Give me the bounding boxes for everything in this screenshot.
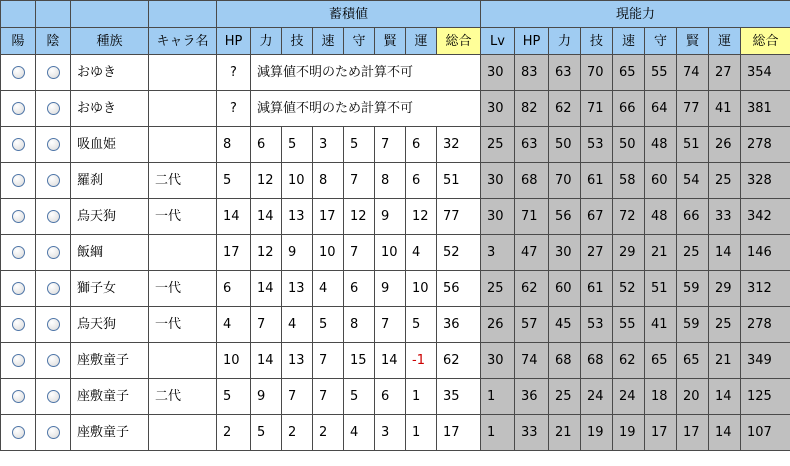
acc-value-cell: 12 (251, 235, 282, 271)
yin-radio-circle-icon[interactable] (47, 66, 60, 79)
character-name-cell (149, 55, 217, 91)
yin-radio-circle-icon[interactable] (47, 426, 60, 439)
table-row (1, 199, 790, 235)
cur-value-cell: 62 (549, 91, 581, 127)
acc-value-cell: 14 (251, 343, 282, 379)
cur-value-cell: 14 (709, 235, 741, 271)
cur-value-cell: 33 (709, 199, 741, 235)
acc-value-cell: 8 (313, 163, 344, 199)
character-name-cell (149, 127, 217, 163)
col-header-0: 陽 (1, 28, 36, 55)
acc-value-cell: 6 (217, 271, 251, 307)
cur-value-cell: 82 (515, 91, 549, 127)
acc-value-cell: 7 (313, 343, 344, 379)
character-name-cell (149, 415, 217, 451)
acc-value-cell: 8 (217, 127, 251, 163)
acc-value-cell: 6 (406, 127, 437, 163)
cur-value-cell: 146 (741, 235, 790, 271)
acc-value-cell: 5 (406, 307, 437, 343)
character-name-cell: 二代 (149, 163, 217, 199)
cur-value-cell: 59 (677, 271, 709, 307)
cur-value-cell: 21 (645, 235, 677, 271)
acc-value-cell: 5 (217, 163, 251, 199)
yang-radio-circle-icon[interactable] (12, 102, 25, 115)
yang-radio-circle-icon[interactable] (12, 354, 25, 367)
header-spacer (71, 1, 149, 28)
cur-value-cell: 48 (645, 127, 677, 163)
yang-radio-circle-icon[interactable] (12, 246, 25, 259)
yin-radio-circle-icon[interactable] (47, 354, 60, 367)
yang-radio-circle-icon[interactable] (12, 282, 25, 295)
yin-radio-circle-icon[interactable] (47, 138, 60, 151)
acc-value-cell: 14 (251, 199, 282, 235)
cur-value-cell: 74 (677, 55, 709, 91)
cur-value-cell: 68 (549, 343, 581, 379)
cur-value-cell: 30 (481, 199, 515, 235)
acc-value-cell: 17 (313, 199, 344, 235)
acc-value-cell: 17 (217, 235, 251, 271)
acc-value-cell: 9 (375, 271, 406, 307)
cur-value-cell: 48 (645, 199, 677, 235)
cur-value-cell: 33 (515, 415, 549, 451)
cur-value-cell: 27 (581, 235, 613, 271)
yin-select-cell[interactable] (36, 91, 71, 127)
yin-radio-circle-icon[interactable] (47, 246, 60, 259)
race-cell: おゆき (71, 91, 149, 127)
acc-value-cell: 4 (217, 307, 251, 343)
cur-value-cell: 328 (741, 163, 790, 199)
yin-radio-circle-icon[interactable] (47, 210, 60, 223)
col-header-2: 種族 (71, 28, 149, 55)
acc-value-cell: 77 (437, 199, 481, 235)
column-header-row (1, 28, 790, 55)
acc-value-cell: 3 (375, 415, 406, 451)
acc-value-cell: 2 (282, 415, 313, 451)
character-name-cell: 一代 (149, 307, 217, 343)
cur-value-cell: 70 (581, 55, 613, 91)
yang-select-cell[interactable] (1, 199, 36, 235)
character-name-cell: 二代 (149, 379, 217, 415)
table-row (1, 91, 790, 127)
col-header-18: 賢 (677, 28, 709, 55)
cur-value-cell: 47 (515, 235, 549, 271)
cur-value-cell: 77 (677, 91, 709, 127)
table-row (1, 343, 790, 379)
col-header-5: 力 (251, 28, 282, 55)
col-header-6: 技 (282, 28, 313, 55)
col-header-11: 総合 (437, 28, 481, 55)
cur-value-cell: 25 (549, 379, 581, 415)
yin-select-cell[interactable] (36, 199, 71, 235)
cur-value-cell: 62 (515, 271, 549, 307)
cur-value-cell: 54 (677, 163, 709, 199)
yang-select-cell[interactable] (1, 127, 36, 163)
cur-value-cell: 63 (515, 127, 549, 163)
acc-value-cell: 4 (406, 235, 437, 271)
col-header-8: 守 (344, 28, 375, 55)
character-name-cell: 一代 (149, 199, 217, 235)
cur-value-cell: 24 (581, 379, 613, 415)
cur-value-cell: 57 (515, 307, 549, 343)
table-row (1, 271, 790, 307)
cur-value-cell: 67 (581, 199, 613, 235)
cur-value-cell: 29 (709, 271, 741, 307)
acc-value-cell: 1 (406, 379, 437, 415)
acc-value-cell: 2 (217, 415, 251, 451)
cur-value-cell: 17 (645, 415, 677, 451)
yin-select-cell[interactable] (36, 127, 71, 163)
col-header-14: 力 (549, 28, 581, 55)
cur-value-cell: 61 (581, 271, 613, 307)
cur-value-cell: 30 (481, 163, 515, 199)
acc-value-cell: 8 (375, 163, 406, 199)
acc-value-cell: 6 (251, 127, 282, 163)
header-spacer (149, 1, 217, 28)
yin-select-cell[interactable] (36, 271, 71, 307)
col-header-1: 陰 (36, 28, 71, 55)
table-row (1, 235, 790, 271)
acc-value-cell: 7 (375, 127, 406, 163)
cur-value-cell: 66 (677, 199, 709, 235)
acc-value-cell: 7 (282, 379, 313, 415)
yin-select-cell[interactable] (36, 415, 71, 451)
cur-value-cell: 66 (613, 91, 645, 127)
acc-value-cell: 4 (282, 307, 313, 343)
yin-select-cell[interactable] (36, 307, 71, 343)
acc-value-cell: 12 (344, 199, 375, 235)
yang-radio-circle-icon[interactable] (12, 318, 25, 331)
yang-select-cell[interactable] (1, 55, 36, 91)
col-header-9: 賢 (375, 28, 406, 55)
cur-value-cell: 17 (677, 415, 709, 451)
acc-value-cell: 62 (437, 343, 481, 379)
cur-value-cell: 50 (613, 127, 645, 163)
cur-value-cell: 65 (613, 55, 645, 91)
col-header-7: 速 (313, 28, 344, 55)
cur-value-cell: 59 (677, 307, 709, 343)
table-row (1, 55, 790, 91)
cur-value-cell: 63 (549, 55, 581, 91)
yang-radio-circle-icon[interactable] (12, 426, 25, 439)
acc-value-cell: 12 (251, 163, 282, 199)
acc-value-cell: 7 (313, 379, 344, 415)
col-header-17: 守 (645, 28, 677, 55)
race-cell: 飯綱 (71, 235, 149, 271)
table-row (1, 379, 790, 415)
table-row (1, 415, 790, 451)
acc-value-cell: 9 (251, 379, 282, 415)
cur-value-cell: 64 (645, 91, 677, 127)
header-spacer (36, 1, 71, 28)
yin-radio-circle-icon[interactable] (47, 102, 60, 115)
cur-value-cell: 349 (741, 343, 790, 379)
cur-value-cell: 25 (709, 307, 741, 343)
acc-value-cell: 6 (406, 163, 437, 199)
character-name-cell (149, 235, 217, 271)
cur-value-cell: 21 (709, 343, 741, 379)
race-cell: 獅子女 (71, 271, 149, 307)
cur-value-cell: 53 (581, 127, 613, 163)
cur-value-cell: 61 (581, 163, 613, 199)
acc-value-cell: 10 (375, 235, 406, 271)
acc-value-cell: 13 (282, 271, 313, 307)
cur-value-cell: 70 (549, 163, 581, 199)
acc-value-cell: 5 (282, 127, 313, 163)
cur-value-cell: 41 (645, 307, 677, 343)
cur-value-cell: 65 (645, 343, 677, 379)
cur-value-cell: 1 (481, 379, 515, 415)
cur-value-cell: 26 (481, 307, 515, 343)
cur-value-cell: 25 (677, 235, 709, 271)
race-cell: 羅刹 (71, 163, 149, 199)
acc-value-cell: 9 (375, 199, 406, 235)
cur-value-cell: 65 (677, 343, 709, 379)
cur-value-cell: 342 (741, 199, 790, 235)
cur-value-cell: 62 (613, 343, 645, 379)
acc-value-cell: 56 (437, 271, 481, 307)
yang-select-cell[interactable] (1, 163, 36, 199)
cur-value-cell: 1 (481, 415, 515, 451)
uncomputable-note-cell: 減算値不明のため計算不可 (251, 55, 481, 91)
acc-value-cell: 13 (282, 199, 313, 235)
acc-value-cell: 5 (313, 307, 344, 343)
acc-value-cell: 5 (251, 415, 282, 451)
character-name-cell (149, 343, 217, 379)
cur-value-cell: 14 (709, 415, 741, 451)
cur-value-cell: 71 (515, 199, 549, 235)
race-cell: 座敷童子 (71, 379, 149, 415)
yang-select-cell[interactable] (1, 379, 36, 415)
acc-value-cell: 4 (344, 415, 375, 451)
acc-value-cell: 51 (437, 163, 481, 199)
acc-value-cell: 3 (313, 127, 344, 163)
yang-select-cell[interactable] (1, 415, 36, 451)
cur-value-cell: 51 (645, 271, 677, 307)
cur-value-cell: 30 (481, 55, 515, 91)
col-header-20: 総合 (741, 28, 790, 55)
cur-value-cell: 19 (581, 415, 613, 451)
cur-value-cell: 18 (645, 379, 677, 415)
cur-value-cell: 30 (481, 91, 515, 127)
cur-value-cell: 53 (581, 307, 613, 343)
acc-value-cell: 7 (344, 163, 375, 199)
yang-select-cell[interactable] (1, 91, 36, 127)
cur-value-cell: 21 (549, 415, 581, 451)
acc-value-cell: 12 (406, 199, 437, 235)
acc-value-cell: 36 (437, 307, 481, 343)
col-header-12: Lv (481, 28, 515, 55)
acc-value-cell: 7 (344, 235, 375, 271)
character-name-cell (149, 91, 217, 127)
cur-value-cell: 45 (549, 307, 581, 343)
col-header-15: 技 (581, 28, 613, 55)
acc-value-cell: 52 (437, 235, 481, 271)
uncomputable-note-cell: 減算値不明のため計算不可 (251, 91, 481, 127)
acc-value-cell: -1 (406, 343, 437, 379)
cur-value-cell: 58 (613, 163, 645, 199)
cur-value-cell: 107 (741, 415, 790, 451)
acc-value-cell: 1 (406, 415, 437, 451)
yin-radio-circle-icon[interactable] (47, 318, 60, 331)
acc-value-cell: 35 (437, 379, 481, 415)
acc-value-cell: 32 (437, 127, 481, 163)
yin-select-cell[interactable] (36, 343, 71, 379)
acc-value-cell: 14 (251, 271, 282, 307)
cur-value-cell: 36 (515, 379, 549, 415)
cur-value-cell: 29 (613, 235, 645, 271)
acc-value-cell: 14 (217, 199, 251, 235)
acc-value-cell: 7 (251, 307, 282, 343)
col-header-16: 速 (613, 28, 645, 55)
acc-value-cell: 7 (375, 307, 406, 343)
yin-select-cell[interactable] (36, 235, 71, 271)
cur-value-cell: 3 (481, 235, 515, 271)
yin-radio-circle-icon[interactable] (47, 390, 60, 403)
acc-value-cell: 10 (282, 163, 313, 199)
yin-select-cell[interactable] (36, 55, 71, 91)
yang-select-cell[interactable] (1, 235, 36, 271)
acc-value-cell: 17 (437, 415, 481, 451)
cur-value-cell: 24 (613, 379, 645, 415)
cur-value-cell: 25 (481, 271, 515, 307)
acc-value-cell: 5 (344, 379, 375, 415)
cur-value-cell: 68 (581, 343, 613, 379)
cur-value-cell: 55 (645, 55, 677, 91)
yin-radio-circle-icon[interactable] (47, 282, 60, 295)
acc-value-cell: 9 (282, 235, 313, 271)
cur-value-cell: 14 (709, 379, 741, 415)
yin-select-cell[interactable] (36, 163, 71, 199)
cur-value-cell: 19 (613, 415, 645, 451)
group-header-current: 現能力 (481, 1, 790, 28)
acc-value-cell: 10 (217, 343, 251, 379)
acc-hp-unknown-cell: ? (217, 91, 251, 127)
yang-select-cell[interactable] (1, 343, 36, 379)
acc-value-cell: 5 (344, 127, 375, 163)
header-spacer (1, 1, 36, 28)
cur-value-cell: 381 (741, 91, 790, 127)
cur-value-cell: 83 (515, 55, 549, 91)
acc-hp-unknown-cell: ? (217, 55, 251, 91)
group-header-row (1, 1, 790, 28)
table-row (1, 127, 790, 163)
cur-value-cell: 26 (709, 127, 741, 163)
yang-radio-circle-icon[interactable] (12, 210, 25, 223)
cur-value-cell: 74 (515, 343, 549, 379)
cur-value-cell: 30 (549, 235, 581, 271)
cur-value-cell: 25 (709, 163, 741, 199)
yang-radio-circle-icon[interactable] (12, 390, 25, 403)
acc-value-cell: 14 (375, 343, 406, 379)
race-cell: 烏天狗 (71, 307, 149, 343)
cur-value-cell: 55 (613, 307, 645, 343)
cur-value-cell: 27 (709, 55, 741, 91)
table-row (1, 307, 790, 343)
cur-value-cell: 312 (741, 271, 790, 307)
yin-radio-circle-icon[interactable] (47, 174, 60, 187)
cur-value-cell: 50 (549, 127, 581, 163)
race-cell: 座敷童子 (71, 415, 149, 451)
acc-value-cell: 15 (344, 343, 375, 379)
character-name-cell: 一代 (149, 271, 217, 307)
cur-value-cell: 30 (481, 343, 515, 379)
col-header-10: 運 (406, 28, 437, 55)
acc-value-cell: 5 (217, 379, 251, 415)
cur-value-cell: 354 (741, 55, 790, 91)
cur-value-cell: 278 (741, 127, 790, 163)
cur-value-cell: 125 (741, 379, 790, 415)
race-cell: 吸血姫 (71, 127, 149, 163)
race-cell: 烏天狗 (71, 199, 149, 235)
acc-value-cell: 6 (344, 271, 375, 307)
acc-value-cell: 6 (375, 379, 406, 415)
cur-value-cell: 278 (741, 307, 790, 343)
acc-value-cell: 4 (313, 271, 344, 307)
cur-value-cell: 60 (645, 163, 677, 199)
race-cell: おゆき (71, 55, 149, 91)
cur-value-cell: 20 (677, 379, 709, 415)
acc-value-cell: 13 (282, 343, 313, 379)
table-row (1, 163, 790, 199)
cur-value-cell: 25 (481, 127, 515, 163)
acc-value-cell: 10 (313, 235, 344, 271)
cur-value-cell: 56 (549, 199, 581, 235)
cur-value-cell: 71 (581, 91, 613, 127)
col-header-19: 運 (709, 28, 741, 55)
cur-value-cell: 41 (709, 91, 741, 127)
yang-radio-circle-icon[interactable] (12, 138, 25, 151)
cur-value-cell: 72 (613, 199, 645, 235)
cur-value-cell: 51 (677, 127, 709, 163)
yin-select-cell[interactable] (36, 379, 71, 415)
acc-value-cell: 2 (313, 415, 344, 451)
col-header-13: HP (515, 28, 549, 55)
group-header-accumulated: 蓄積値 (217, 1, 481, 28)
yang-radio-circle-icon[interactable] (12, 66, 25, 79)
yang-radio-circle-icon[interactable] (12, 174, 25, 187)
col-header-4: HP (217, 28, 251, 55)
cur-value-cell: 68 (515, 163, 549, 199)
col-header-3: キャラ名 (149, 28, 217, 55)
acc-value-cell: 8 (344, 307, 375, 343)
cur-value-cell: 52 (613, 271, 645, 307)
race-cell: 座敷童子 (71, 343, 149, 379)
acc-value-cell: 10 (406, 271, 437, 307)
yang-select-cell[interactable] (1, 271, 36, 307)
yang-select-cell[interactable] (1, 307, 36, 343)
cur-value-cell: 60 (549, 271, 581, 307)
